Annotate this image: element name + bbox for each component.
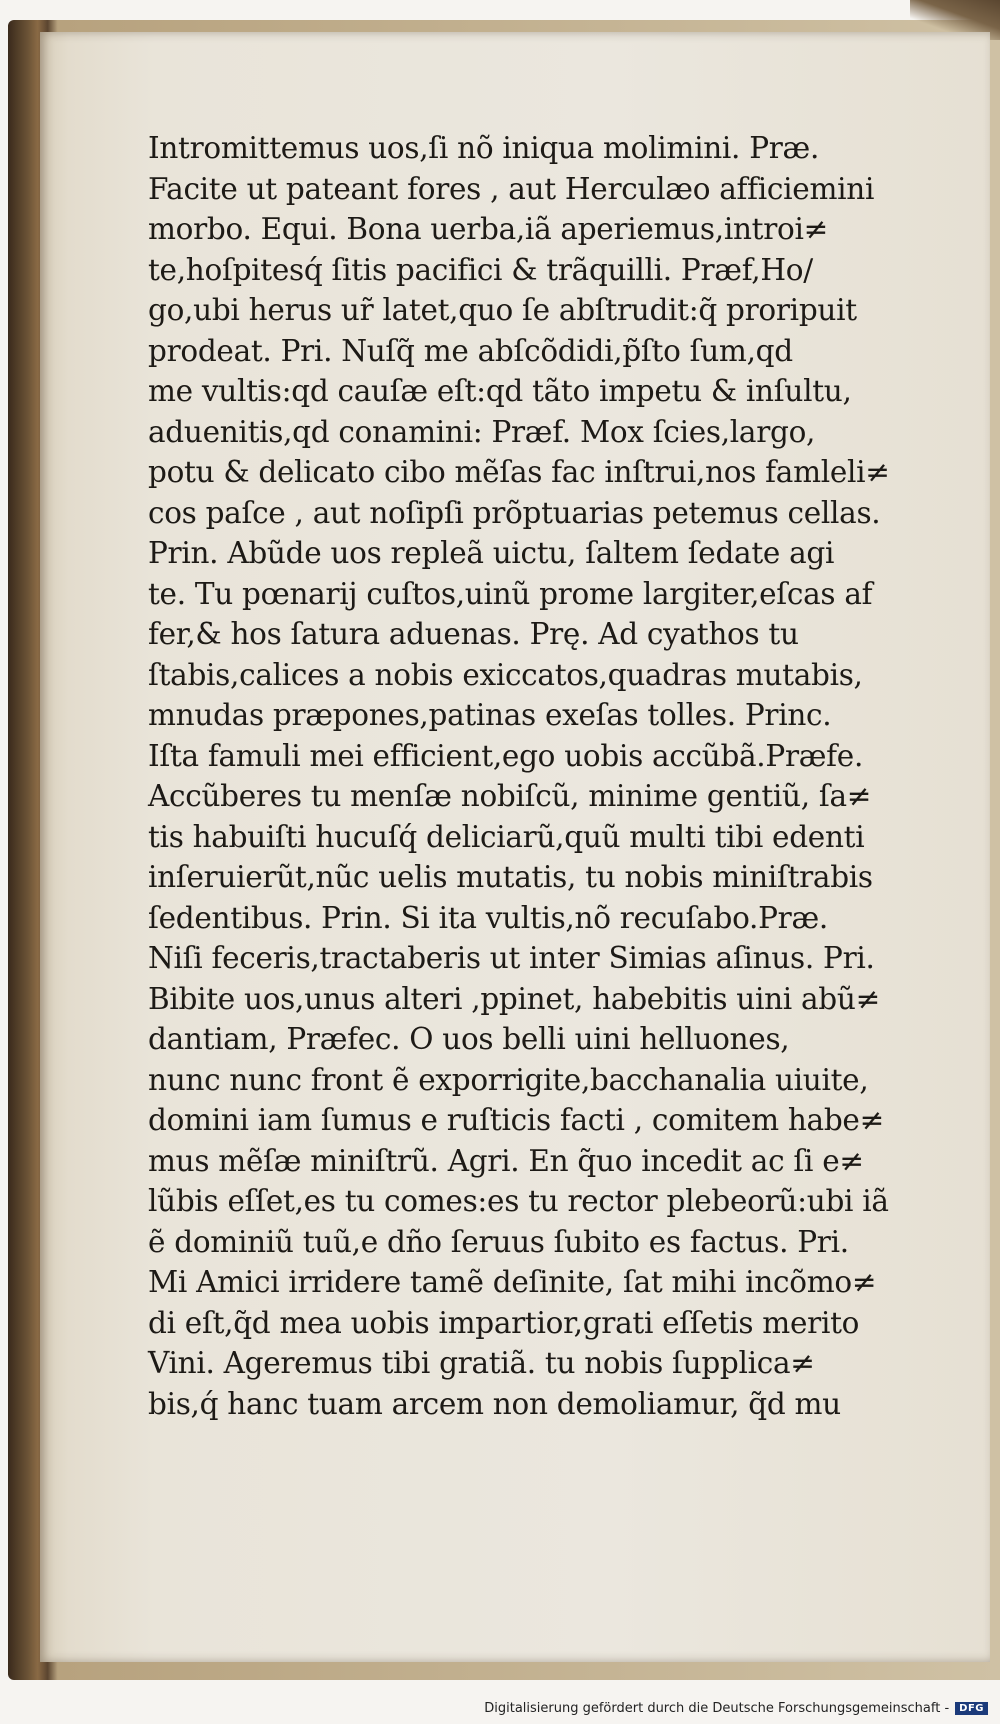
dfg-logo: DFG [955,1702,988,1715]
text-line: go,ubi herus ur̃ latet,quo ſe abſtrudit:q̃ proripuit [148,293,857,327]
text-line: morbo. Equi. Bona uerba,iã aperiemus,introi≠ [148,212,829,246]
text-line: inſeruierũt,nũc uelis mutatis, tu nobis miniſtrabis [148,860,873,894]
text-line: nunc nunc front ẽ exporrigite,bacchanalia uiuite, [148,1062,869,1097]
text-line: Accũberes tu menſæ nobiſcũ, minime gentiũ, ſa≠ [148,779,872,813]
text-line: Prin. Abũde uos repleã uictu, ſaltem ſedate agi [148,536,835,570]
text-line: ẽ dominiũ tuũ,e dño ſeruus ſubito es factus. Pri. [148,1224,849,1259]
text-line: potu & delicato cibo mẽſas fac inſtrui,nos famleli≠ [148,455,890,489]
text-line: cos paſce , aut noſipſi prõptuarias petemus cellas. [148,495,881,530]
text-line: Iſta famuli mei efficient,ego uobis accũbã.Præfe. [148,738,864,773]
footer-credit: Digitalisierung gefördert durch die Deutsche Forschungsgemeinschaft - [484,1701,950,1716]
text-line: aduenitis,qd conamini: Præf. Mox ſcies,largo, [148,414,816,449]
text-line: tis habuiſti hucuſq́ deliciarũ,quũ multi tibi edenti [148,819,865,854]
page-text [148,128,948,1424]
text-line: Facite ut pateant fores , aut Herculæo afficiemini [148,171,875,206]
text-line: domini iam ſumus e ruſticis facti , comitem habe≠ [148,1103,885,1137]
text-line: te. Tu pœnarij cuſtos,uinũ prome largiter,eſcas af [148,576,873,611]
text-line: ſedentibus. Prin. Si ita vultis,nõ recuſabo.Præ. [148,900,828,935]
text-line: Intromittemus uos,ſi nõ iniqua molimini. Præ. [148,131,820,165]
text-line: lũbis eſſet,es tu comes:es tu rector plebeorũ:ubi iã [148,1184,889,1218]
text-line: bis,q́ hanc tuam arcem non demoliamur, q̃d mu [148,1386,841,1421]
text-line: Niſi feceris,tractaberis ut inter Simias aſinus. Pri. [148,941,875,975]
text-line: ſtabis,calices a nobis exiccatos,quadras mutabis, [148,657,863,692]
text-line: Bibite uos,unus alteri ,ppinet, habebitis uini abũ≠ [148,981,880,1016]
text-line: me vultis:qd cauſæ eſt:qd tãto impetu & inſultu, [148,374,852,408]
digitization-footer [484,1701,988,1716]
text-line: Vini. Ageremus tibi gratiã. tu nobis ſupplica≠ [148,1346,815,1380]
text-line: prodeat. Pri. Nuſq̃ me abſcõdidi,p̃ſto ſum,qd [148,333,793,368]
text-line: mnudas præpones,patinas exeſas tolles. Princ. [148,698,832,732]
text-line: te,hoſpitesq́ ſitis pacifici & trãquilli. Præf,Ho/ [148,252,813,287]
text-line: di eſt,q̃d mea uobis impartior,grati eſſetis merito [148,1305,860,1340]
text-line: Mi Amici irridere tamẽ deſinite, ſat mihi incõmo≠ [148,1265,877,1299]
text-line: fer,& hos ſatura aduenas. Prę. Ad cyathos tu [148,617,799,651]
text-line: dantiam, Præfec. O uos belli uini helluones, [148,1022,790,1056]
text-line: mus mẽſæ miniſtrũ. Agri. En q̃uo incedit ac ſi e≠ [148,1143,864,1178]
